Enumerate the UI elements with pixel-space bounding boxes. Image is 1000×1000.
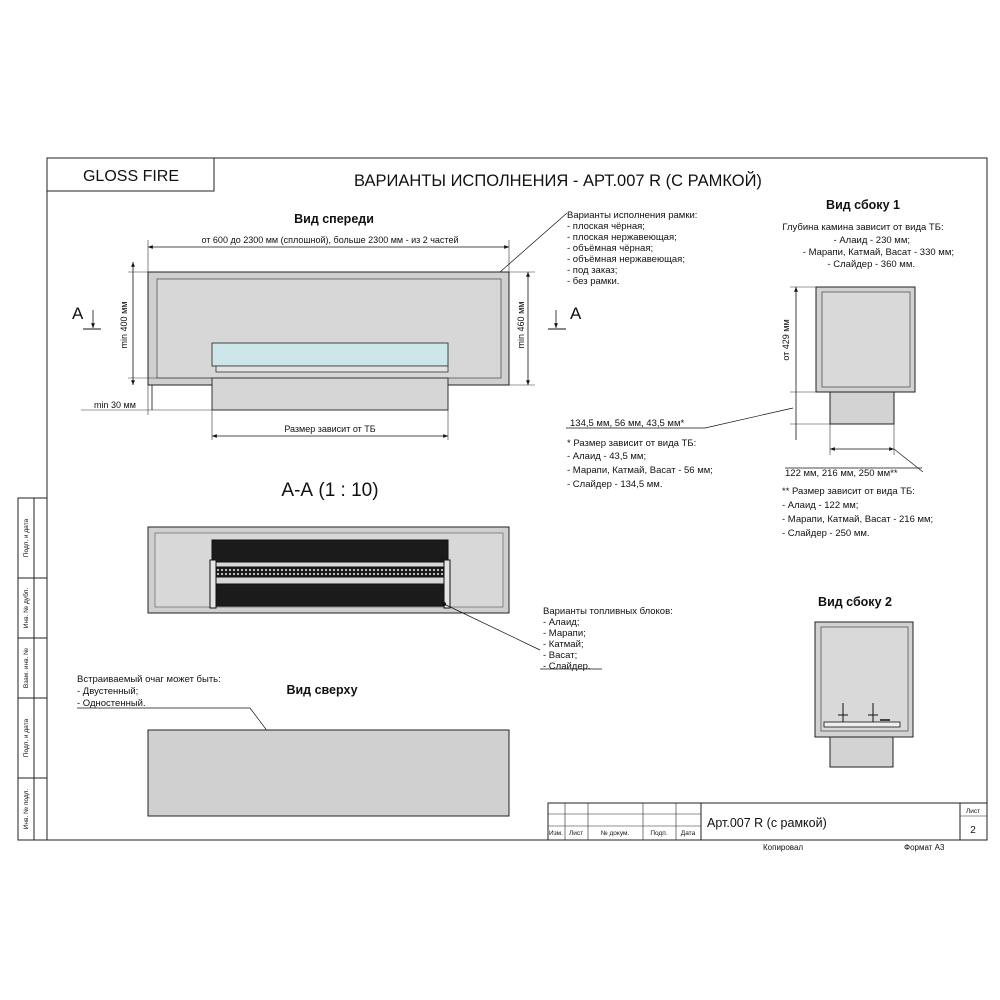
side-stamp (18, 498, 47, 840)
side-stamp-3: Взам. инв. № (23, 647, 30, 689)
fuel-note (540, 606, 673, 672)
stamp-sheet-label: Лист (965, 808, 981, 815)
stamp-col: № докум. (600, 830, 630, 837)
side-view-1-heading: Вид сбоку 1 (826, 198, 900, 212)
front-bottom-dim: min 30 мм (94, 400, 136, 410)
frame-note-item: - объёмная нержавеющая; (567, 254, 685, 265)
depth-note-title: Глубина камина зависит от вида ТБ: (782, 222, 944, 233)
front-burner-dim: Размер зависит от ТБ (284, 424, 376, 434)
frame-note-item: - объёмная чёрная; (567, 243, 654, 254)
side-view-1-note (782, 222, 954, 270)
fuel-note-item: - Алаид; (543, 617, 580, 628)
stamp-col: Подп. (650, 830, 668, 837)
frame-note-item: - под заказ; (567, 265, 618, 276)
front-view-heading: Вид спереди (294, 212, 374, 226)
brand-label: GLOSS FIRE (82, 168, 180, 185)
stamp-sheet-no: 2 (970, 825, 976, 836)
height-note-item: - Алаид - 43,5 мм; (567, 451, 647, 462)
width-note-item: - Марапи, Катмай, Васат - 216 мм; (782, 514, 934, 525)
side-stamp-5: Инв. № подл. (23, 788, 30, 830)
front-left-height-dim: min 400 мм (119, 301, 129, 349)
side-1-height-dim: от 429 мм (781, 319, 791, 361)
top-view-heading: Вид сверху (286, 683, 358, 697)
height-note-dim: 134,5 мм, 56 мм, 43,5 мм* (570, 418, 685, 429)
width-note-item: - Алаид - 122 мм; (782, 500, 859, 511)
frame-note-item: - плоская чёрная; (567, 221, 645, 232)
stamp-designation: Арт.007 R (с рамкой) (707, 816, 827, 830)
width-note (782, 486, 933, 539)
side-1-base-dim: 122 мм, 216 мм, 250 мм** (785, 468, 898, 479)
depth-note-item: - Марапи, Катмай, Васат - 330 мм; (802, 247, 954, 258)
stamp-col: Изм. (549, 830, 563, 837)
side-view-2 (815, 622, 913, 767)
hearth-note-title: Встраиваемый очаг может быть: (77, 674, 221, 685)
frame-note-item: - плоская нержавеющая; (567, 232, 677, 243)
side-stamp-1: Подп. и дата (23, 518, 30, 558)
front-view (81, 240, 566, 440)
stamp-copied: Копировал (763, 843, 804, 852)
height-note (567, 418, 713, 490)
side-view-2-heading: Вид сбоку 2 (818, 595, 892, 609)
depth-note-item: - Слайдер - 360 мм. (827, 259, 915, 270)
depth-note-item: - Алаид - 230 мм; (833, 235, 910, 246)
title-block (548, 803, 987, 852)
stamp-col: Дата (680, 830, 696, 837)
top-view (148, 730, 509, 816)
frame-note (500, 210, 697, 287)
fuel-note-item: - Катмай; (543, 639, 584, 650)
hearth-note-item: - Одностенный. (77, 698, 146, 709)
height-note-item: - Марапи, Катмай, Васат - 56 мм; (567, 465, 713, 476)
width-note-item: - Слайдер - 250 мм. (782, 528, 870, 539)
side-stamp-4: Подп. и дата (23, 718, 30, 758)
fuel-note-item: - Марапи; (543, 628, 586, 639)
width-note-title: ** Размер зависит от вида ТБ: (782, 486, 915, 497)
side-stamp-2: Инв. № дубл. (23, 587, 30, 629)
section-label: А-А (1 : 10) (281, 480, 379, 501)
page-title: ВАРИАНТЫ ИСПОЛНЕНИЯ - АРТ.007 R (С РАМКОЙ) (354, 172, 762, 190)
section-mark-right: A (570, 304, 582, 323)
section-mark-left: A (72, 304, 84, 323)
hearth-note-item: - Двустенный; (77, 686, 139, 697)
frame-note-title: Варианты исполнения рамки: (567, 210, 698, 221)
stamp-col: Лист (568, 830, 584, 837)
frame-note-item: - без рамки. (567, 276, 620, 287)
fuel-note-item: - Слайдер. (543, 661, 591, 672)
front-width-dim: от 600 до 2300 мм (сплошной), больше 2300 мм - из 2 частей (201, 235, 459, 245)
section-view (148, 527, 540, 650)
fuel-note-item: - Васат; (543, 650, 578, 661)
height-note-title: * Размер зависит от вида ТБ: (567, 438, 697, 449)
fuel-note-title: Варианты топливных блоков: (543, 606, 673, 617)
height-note-item: - Слайдер - 134,5 мм. (567, 479, 663, 490)
stamp-format: Формат А3 (904, 843, 945, 852)
front-right-height-dim: min 460 мм (516, 301, 526, 349)
